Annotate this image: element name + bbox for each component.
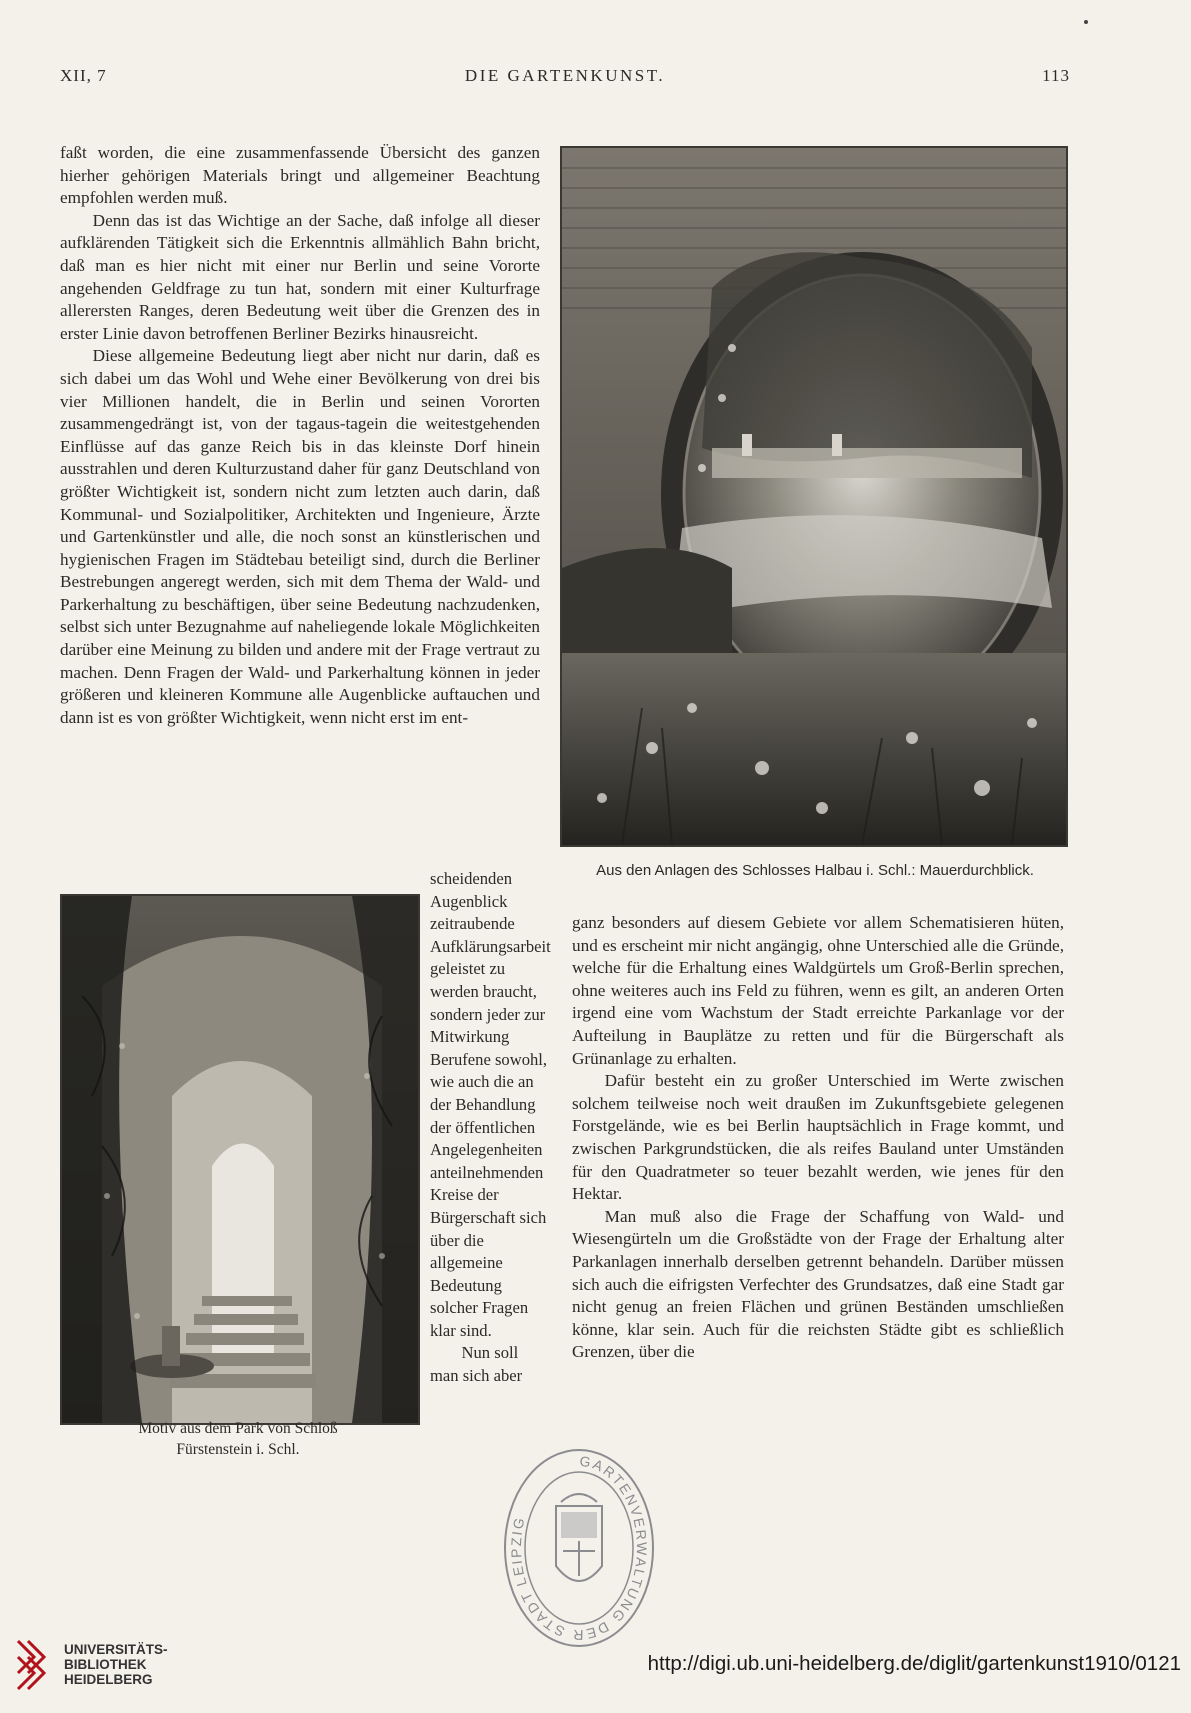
source-url-link[interactable]: http://digi.ub.uni-heidelberg.de/diglit/gartenkunst1910/0121 bbox=[647, 1652, 1181, 1675]
running-head bbox=[60, 66, 1070, 90]
paragraph: faßt worden, die eine zusammenfassende Übersicht des ganzen hierher gehörigen Materials bringt und allgemeiner Beachtung empfohlen werden muß. bbox=[60, 143, 540, 208]
caption-line: Fürstenstein i. Schl. bbox=[176, 1441, 300, 1458]
paragraph: ganz besonders auf diesem Gebiete vor allem Schematisieren hüten, und es erscheint mir nicht angängig, ohne Unterschied alle die Gründe, welche für die Erhaltung eines Waldgürtels um Groß-Berlin sprechen, ohne weiteres auch ins Feld zu führen, wenn es gilt, an anderen Orten irgend eine vom Wachstum der Stadt erreichte Parkanlage vor der Aufteilung in Bauplätze zu retten und für die Bürgerschaft als Grünanlage zu erhalten. bbox=[572, 913, 1064, 1068]
paragraph: scheidenden Augenblick zeitraubende Aufklärungsarbeit geleistet zu werden braucht, sondern jeder zur Mitwirkung Berufene sowohl, wie auch die an der Behandlung der öffentlichen Angelegenheiten anteilnehmenden Kreise der Bürgerschaft sich über die allgemeine Bedeutung solcher Fragen klar sind. bbox=[430, 869, 551, 1340]
svg-text:GARTENVERWALTUNG DER STADT LEI: GARTENVERWALTUNG DER STADT LEIPZIG bbox=[507, 1452, 651, 1644]
caption-line: Motiv aus dem Park von Schloß bbox=[138, 1420, 338, 1437]
library-stamp bbox=[501, 1446, 657, 1652]
journal-title: DIE GARTENKUNST. bbox=[464, 66, 666, 85]
paragraph: Man muß also die Frage der Schaffung von Wald- und Wiesengürteln um die Großstädte von der Frage der Erhaltung alter Parkanlagen innerhalb derselben getrennt behandeln. Darüber müssen sich auch die eifrigsten Verfechter des Grundsatzes, daß eine Stadt gar nicht genug an freien Flächen und grünen Beständen umschließen könne, klar sein. Auch für die reichsten Städte gibt es schließlich Grenzen, über die bbox=[572, 1206, 1064, 1362]
logo-line: BIBLIOTHEK bbox=[64, 1657, 147, 1672]
caption-halbau: Aus den Anlagen des Schlosses Halbau i. Schl.: Mauerdurchblick. bbox=[596, 862, 1034, 879]
logo-line: HEIDELBERG bbox=[64, 1672, 153, 1687]
heidelberg-logo-icon bbox=[14, 1637, 58, 1693]
page-number: 113 bbox=[1042, 66, 1070, 85]
left-column-text bbox=[60, 142, 540, 729]
right-column-text bbox=[572, 912, 1064, 1364]
paragraph: Diese allgemeine Bedeutung liegt aber nicht nur darin, daß es sich dabei um das Wohl und Wehe einer Bevölkerung von drei bis vier Millionen handelt, die in Berlin und seinen Vororten zusammengedrängt ist, von der tagaus-tagein die weitestgehenden Einflüsse auf das ganze Reich bis in das kleinste Dorf hinein ausstrahlen und deren Kulturzustand daher für ganz Deutschland von größter Wichtigkeit ist, sondern nicht zum letzten auch darin, daß Kommunal- und Sozialpolitiker, Architekten und Ingenieure, Ärzte und Gartenkünstler und alle, die noch sonst an künstlerischen und hygienischen Fragen im Städtebau beteiligt sind, durch die Berliner Bestrebungen angeregt werden, sich mit dem Thema der Wald- und Parkerhaltung zu beschäftigen, über seine Bedeutung nachzudenken, selbst sich unter Bezugnahme auf naheliegende lokale Möglichkeiten darüber eine Meinung zu bilden und andere mit der Frage vertraut zu machen. Denn Fragen der Wald- und Parkerhaltung können in jeder größeren und kleineren Kommune alle Augenblicke auftauchen und dann ist es von größter Wichtigkeit, wenn nicht erst im ent- bbox=[60, 346, 540, 727]
paragraph: Nun soll man sich aber bbox=[430, 1343, 523, 1386]
library-logo[interactable] bbox=[14, 1637, 194, 1697]
issue-number: XII, 7 bbox=[60, 66, 107, 85]
illustration-fuerstenstein-park bbox=[60, 894, 420, 1425]
logo-line: UNIVERSITÄTS- bbox=[64, 1642, 168, 1657]
paragraph: Dafür besteht ein zu großer Unterschied im Werte zwischen solchem teilweise noch weit draußen im Zukunftsgebiete gelegenen Forstgelände, wie es bei Berlin hauptsächlich in Frage kommt, und zwischen Parkgrundstücken, die als reifes Bauland unter Umständen für den Quadratmeter so teuer bezahlt werden, wie jenes für den Hektar. bbox=[572, 1071, 1064, 1204]
library-logo-text bbox=[64, 1642, 168, 1687]
photo-halbau-wall-view bbox=[560, 146, 1068, 847]
narrow-column-text bbox=[430, 868, 551, 1388]
caption-fuerstenstein bbox=[60, 1418, 416, 1460]
paragraph: Denn das ist das Wichtige an der Sache, daß infolge all dieser aufklärenden Tätigkeit sich die Erkenntnis allmählich Bahn bricht, daß man es hier nicht mit einer nur Berlin und seine Vororte angehenden Geldfrage zu tun hat, sondern mit einer Kulturfrage allerersten Ranges, deren Bedeutung weit über die Grenzen des in erster Linie davon betroffenen Berliner Bezirks hinausreicht. bbox=[60, 210, 540, 343]
scan-dot bbox=[1084, 20, 1088, 24]
